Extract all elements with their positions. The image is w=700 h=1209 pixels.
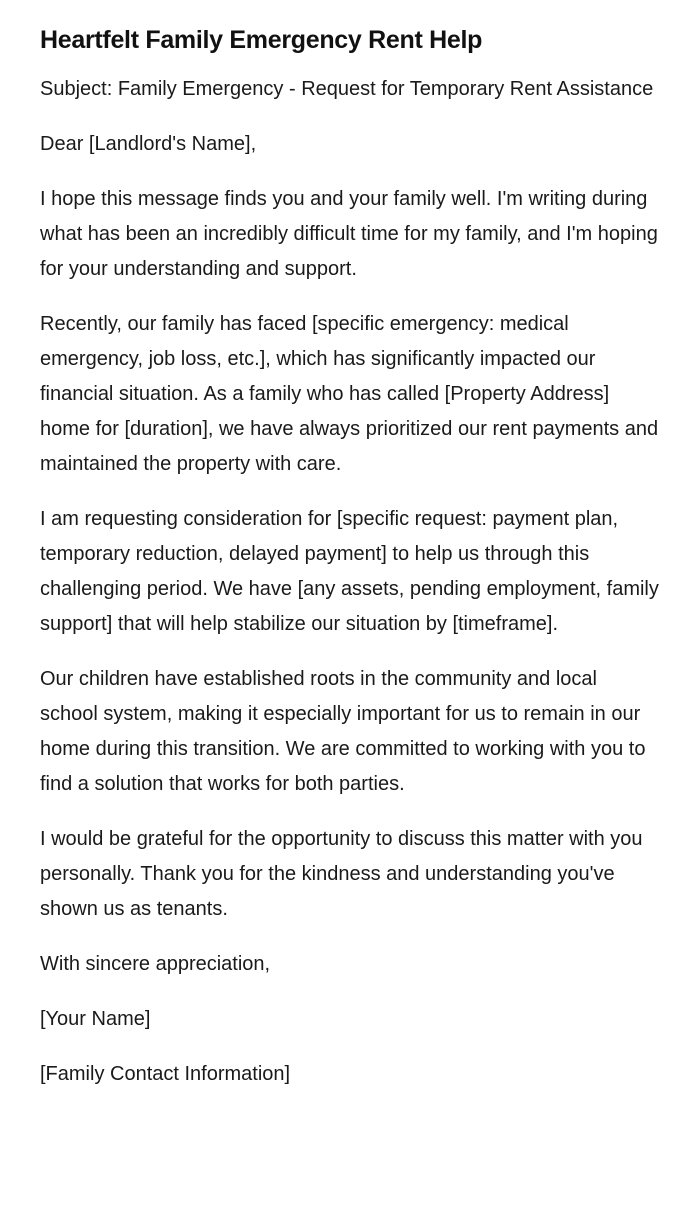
salutation: Dear [Landlord's Name], (40, 133, 257, 155)
page-title: Heartfelt Family Emergency Rent Help (40, 26, 483, 54)
contact-info: [Family Contact Information] (40, 1063, 291, 1085)
body-paragraph: Our children have established roots in the community and local school system, making it especially important for us to remain in our home during this transition. We are committed to working with you to find a solution that works for both parties. (40, 668, 646, 795)
body-paragraph: I hope this message finds you and your family well. I'm writing during what has been an incredibly difficult time for my family, and I'm hoping for your understanding and support. (40, 188, 658, 280)
signature-name: [Your Name] (40, 1008, 151, 1030)
body-paragraph: I would be grateful for the opportunity to discuss this matter with you personally. Thank you for the kindness and understanding you've shown us as tenants. (40, 828, 643, 920)
subject-line: Subject: Family Emergency - Request for Temporary Rent Assistance (40, 78, 654, 100)
body-paragraph: Recently, our family has faced [specific emergency: medical emergency, job loss, etc.], which has significantly impacted our financial situation. As a family who has called [Property Address] home for [duration], we have always prioritized our rent payments and maintained the property with care. (40, 313, 659, 475)
closing-line: With sincere appreciation, (40, 953, 271, 975)
body-paragraph: I am requesting consideration for [specific request: payment plan, temporary reduction, delayed payment] to help us through this challenging period. We have [any assets, pending employment, family support] that will help stabilize our situation by [timeframe]. (40, 508, 659, 635)
